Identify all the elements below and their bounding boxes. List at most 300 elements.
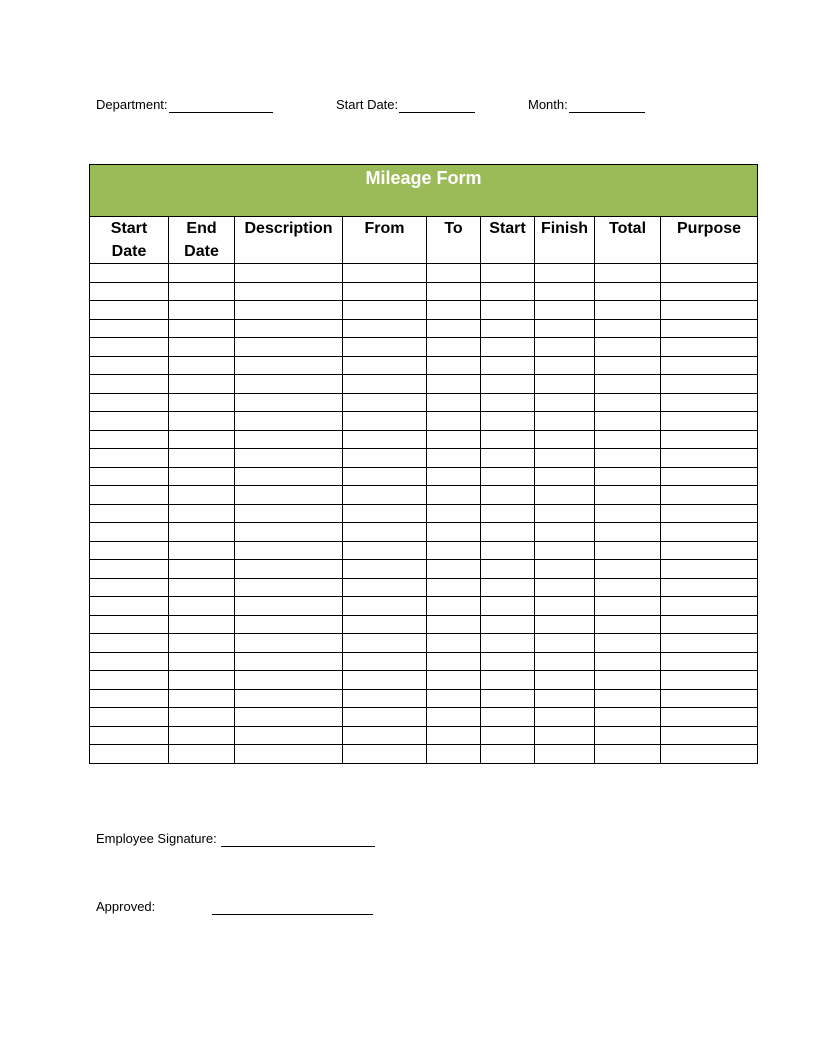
table-cell[interactable] xyxy=(169,486,235,505)
table-cell[interactable] xyxy=(235,615,343,634)
table-cell[interactable] xyxy=(343,319,427,338)
table-cell[interactable] xyxy=(90,541,169,560)
table-cell[interactable] xyxy=(427,541,481,560)
table-cell[interactable] xyxy=(661,541,758,560)
table-cell[interactable] xyxy=(235,264,343,283)
column-header-line: To xyxy=(444,220,463,237)
table-row xyxy=(90,486,758,505)
table-cell[interactable] xyxy=(595,264,661,283)
column-header-line: Total xyxy=(608,220,647,237)
table-cell[interactable] xyxy=(595,301,661,320)
table-cell[interactable] xyxy=(169,356,235,375)
table-cell[interactable] xyxy=(235,597,343,616)
table-row xyxy=(90,597,758,616)
table-cell[interactable] xyxy=(169,541,235,560)
table-cell[interactable] xyxy=(235,652,343,671)
table-cell[interactable] xyxy=(481,504,535,523)
table-row xyxy=(90,652,758,671)
table-cell[interactable] xyxy=(481,745,535,764)
department-label: Department: xyxy=(96,97,168,112)
table-cell[interactable] xyxy=(535,264,595,283)
table-cell[interactable] xyxy=(595,634,661,653)
table-cell[interactable] xyxy=(427,301,481,320)
table-cell[interactable] xyxy=(90,671,169,690)
table-cell[interactable] xyxy=(235,689,343,708)
approved-field xyxy=(96,899,373,915)
table-row xyxy=(90,356,758,375)
table-cell[interactable] xyxy=(535,375,595,394)
table-cell[interactable] xyxy=(595,504,661,523)
table-cell[interactable] xyxy=(169,726,235,745)
table-cell[interactable] xyxy=(535,282,595,301)
table-cell[interactable] xyxy=(595,689,661,708)
table-cell[interactable] xyxy=(343,356,427,375)
table-cell[interactable] xyxy=(595,467,661,486)
table-cell[interactable] xyxy=(661,634,758,653)
column-header-line: Start xyxy=(489,220,526,237)
table-cell[interactable] xyxy=(343,652,427,671)
table-cell[interactable] xyxy=(481,523,535,542)
table-cell[interactable] xyxy=(427,745,481,764)
table-cell[interactable] xyxy=(595,615,661,634)
table-cell[interactable] xyxy=(535,745,595,764)
column-header xyxy=(169,217,235,264)
table-cell[interactable] xyxy=(427,430,481,449)
table-cell[interactable] xyxy=(169,467,235,486)
table-row xyxy=(90,430,758,449)
table-row xyxy=(90,541,758,560)
column-header-line: Description xyxy=(244,220,333,237)
table-cell[interactable] xyxy=(661,430,758,449)
table-row xyxy=(90,689,758,708)
table-cell[interactable] xyxy=(427,467,481,486)
table-cell[interactable] xyxy=(481,708,535,727)
table-cell[interactable] xyxy=(343,282,427,301)
table-cell[interactable] xyxy=(343,726,427,745)
table-cell[interactable] xyxy=(235,671,343,690)
table-cell[interactable] xyxy=(343,412,427,431)
table-cell[interactable] xyxy=(661,412,758,431)
table-cell[interactable] xyxy=(661,523,758,542)
table-cell[interactable] xyxy=(90,449,169,468)
table-cell[interactable] xyxy=(235,430,343,449)
table-cell[interactable] xyxy=(235,319,343,338)
table-cell[interactable] xyxy=(661,726,758,745)
table-row xyxy=(90,671,758,690)
table-cell[interactable] xyxy=(661,319,758,338)
table-row xyxy=(90,375,758,394)
table-cell[interactable] xyxy=(169,560,235,579)
table-cell[interactable] xyxy=(535,430,595,449)
column-header xyxy=(535,217,595,264)
table-cell[interactable] xyxy=(90,282,169,301)
column-header-line: Finish xyxy=(540,220,589,237)
table-cell[interactable] xyxy=(343,375,427,394)
table-cell[interactable] xyxy=(427,689,481,708)
table-cell[interactable] xyxy=(169,578,235,597)
table-cell[interactable] xyxy=(661,560,758,579)
table-cell[interactable] xyxy=(90,745,169,764)
month-label: Month: xyxy=(528,97,568,112)
table-row xyxy=(90,319,758,338)
table-cell[interactable] xyxy=(595,319,661,338)
column-header-line: Date xyxy=(184,243,219,260)
table-cell[interactable] xyxy=(595,745,661,764)
table-cell[interactable] xyxy=(169,689,235,708)
table-cell[interactable] xyxy=(427,449,481,468)
table-cell[interactable] xyxy=(427,486,481,505)
table-cell[interactable] xyxy=(427,412,481,431)
table-cell[interactable] xyxy=(481,393,535,412)
table-cell[interactable] xyxy=(169,504,235,523)
table-cell[interactable] xyxy=(235,486,343,505)
table-cell[interactable] xyxy=(90,708,169,727)
table-cell[interactable] xyxy=(427,393,481,412)
table-cell[interactable] xyxy=(343,467,427,486)
start-date-label: Start Date: xyxy=(336,97,399,112)
table-cell[interactable] xyxy=(481,652,535,671)
table-cell[interactable] xyxy=(343,541,427,560)
table-row xyxy=(90,504,758,523)
table-cell[interactable] xyxy=(595,523,661,542)
signature-blank-line[interactable] xyxy=(221,834,375,847)
table-cell[interactable] xyxy=(535,523,595,542)
table-cell[interactable] xyxy=(90,338,169,357)
table-cell[interactable] xyxy=(481,560,535,579)
table-cell[interactable] xyxy=(235,301,343,320)
table-cell[interactable] xyxy=(661,597,758,616)
table-cell[interactable] xyxy=(481,467,535,486)
table-cell[interactable] xyxy=(661,745,758,764)
table-row xyxy=(90,560,758,579)
table-cell[interactable] xyxy=(169,449,235,468)
table-cell[interactable] xyxy=(595,393,661,412)
table-cell[interactable] xyxy=(535,578,595,597)
table-cell[interactable] xyxy=(90,615,169,634)
table-cell[interactable] xyxy=(595,430,661,449)
table-cell[interactable] xyxy=(343,338,427,357)
table-cell[interactable] xyxy=(535,671,595,690)
table-cell[interactable] xyxy=(343,393,427,412)
month-blank-line[interactable] xyxy=(569,100,645,113)
table-cell[interactable] xyxy=(661,467,758,486)
table-cell[interactable] xyxy=(661,486,758,505)
table-cell[interactable] xyxy=(169,615,235,634)
table-cell[interactable] xyxy=(343,486,427,505)
table-cell[interactable] xyxy=(235,541,343,560)
approved-blank-line[interactable] xyxy=(212,902,373,915)
table-cell[interactable] xyxy=(535,356,595,375)
table-cell[interactable] xyxy=(427,560,481,579)
column-header xyxy=(235,217,343,264)
table-cell[interactable] xyxy=(343,449,427,468)
table-cell[interactable] xyxy=(427,264,481,283)
table-cell[interactable] xyxy=(595,449,661,468)
start-date-field xyxy=(336,97,475,113)
table-cell[interactable] xyxy=(481,375,535,394)
column-header-line: Date xyxy=(111,243,147,260)
table-cell[interactable] xyxy=(481,356,535,375)
table-cell[interactable] xyxy=(90,597,169,616)
table-cell[interactable] xyxy=(481,578,535,597)
table-cell[interactable] xyxy=(235,449,343,468)
table-cell[interactable] xyxy=(535,541,595,560)
table-cell[interactable] xyxy=(535,301,595,320)
table-cell[interactable] xyxy=(343,301,427,320)
table-cell[interactable] xyxy=(343,523,427,542)
table-cell[interactable] xyxy=(90,523,169,542)
column-header xyxy=(595,217,661,264)
table-cell[interactable] xyxy=(90,301,169,320)
table-cell[interactable] xyxy=(661,301,758,320)
table-cell[interactable] xyxy=(90,264,169,283)
table-cell[interactable] xyxy=(169,301,235,320)
table-cell[interactable] xyxy=(595,412,661,431)
table-cell[interactable] xyxy=(535,634,595,653)
table-cell[interactable] xyxy=(481,449,535,468)
table-cell[interactable] xyxy=(535,689,595,708)
table-cell[interactable] xyxy=(535,393,595,412)
table-cell[interactable] xyxy=(481,282,535,301)
table-cell[interactable] xyxy=(169,597,235,616)
table-cell[interactable] xyxy=(235,745,343,764)
table-cell[interactable] xyxy=(535,560,595,579)
table-cell[interactable] xyxy=(90,467,169,486)
table-cell[interactable] xyxy=(535,615,595,634)
table-cell[interactable] xyxy=(427,319,481,338)
table-cell[interactable] xyxy=(90,726,169,745)
employee-signature-field xyxy=(96,831,375,847)
table-cell[interactable] xyxy=(661,356,758,375)
table-row xyxy=(90,726,758,745)
table-cell[interactable] xyxy=(481,338,535,357)
table-cell[interactable] xyxy=(427,671,481,690)
table-cell[interactable] xyxy=(235,356,343,375)
table-cell[interactable] xyxy=(427,282,481,301)
table-cell[interactable] xyxy=(595,652,661,671)
table-cell[interactable] xyxy=(535,338,595,357)
table-cell[interactable] xyxy=(169,652,235,671)
table-cell[interactable] xyxy=(235,338,343,357)
table-cell[interactable] xyxy=(535,449,595,468)
table-row xyxy=(90,393,758,412)
table-cell[interactable] xyxy=(169,319,235,338)
column-header-line: From xyxy=(364,220,405,237)
column-header-line: End xyxy=(186,220,217,237)
table-cell[interactable] xyxy=(235,375,343,394)
table-cell[interactable] xyxy=(235,708,343,727)
table-cell[interactable] xyxy=(661,375,758,394)
table-cell[interactable] xyxy=(595,356,661,375)
table-row xyxy=(90,264,758,283)
table-cell[interactable] xyxy=(481,430,535,449)
column-header-row xyxy=(90,217,758,264)
table-cell[interactable] xyxy=(595,338,661,357)
table-row xyxy=(90,338,758,357)
table-cell[interactable] xyxy=(90,393,169,412)
table-row xyxy=(90,578,758,597)
table-cell[interactable] xyxy=(235,504,343,523)
table-cell[interactable] xyxy=(343,264,427,283)
table-cell[interactable] xyxy=(595,560,661,579)
table-cell[interactable] xyxy=(427,523,481,542)
table-cell[interactable] xyxy=(481,541,535,560)
table-cell[interactable] xyxy=(535,652,595,671)
table-cell[interactable] xyxy=(535,504,595,523)
table-cell[interactable] xyxy=(661,338,758,357)
table-row xyxy=(90,523,758,542)
table-cell[interactable] xyxy=(661,689,758,708)
table-cell[interactable] xyxy=(169,282,235,301)
table-cell[interactable] xyxy=(481,689,535,708)
table-cell[interactable] xyxy=(535,708,595,727)
table-cell[interactable] xyxy=(535,412,595,431)
table-cell[interactable] xyxy=(595,375,661,394)
table-cell[interactable] xyxy=(90,634,169,653)
table-cell[interactable] xyxy=(661,264,758,283)
table-cell[interactable] xyxy=(343,430,427,449)
table-cell[interactable] xyxy=(169,338,235,357)
table-cell[interactable] xyxy=(169,430,235,449)
table-cell[interactable] xyxy=(535,486,595,505)
table-cell[interactable] xyxy=(481,319,535,338)
table-cell[interactable] xyxy=(481,634,535,653)
table-cell[interactable] xyxy=(235,726,343,745)
table-cell[interactable] xyxy=(661,615,758,634)
table-cell[interactable] xyxy=(427,375,481,394)
table-cell[interactable] xyxy=(235,560,343,579)
table-cell[interactable] xyxy=(427,356,481,375)
table-cell[interactable] xyxy=(343,615,427,634)
table-cell[interactable] xyxy=(343,560,427,579)
table-cell[interactable] xyxy=(427,597,481,616)
table-cell[interactable] xyxy=(169,634,235,653)
table-cell[interactable] xyxy=(343,745,427,764)
table-cell[interactable] xyxy=(169,264,235,283)
table-cell[interactable] xyxy=(343,689,427,708)
table-cell[interactable] xyxy=(427,726,481,745)
table-cell[interactable] xyxy=(661,449,758,468)
mileage-table xyxy=(89,164,758,764)
table-cell[interactable] xyxy=(481,264,535,283)
table-cell[interactable] xyxy=(90,412,169,431)
table-row xyxy=(90,301,758,320)
table-cell[interactable] xyxy=(427,504,481,523)
table-cell[interactable] xyxy=(343,708,427,727)
table-cell[interactable] xyxy=(481,671,535,690)
table-cell[interactable] xyxy=(169,412,235,431)
table-cell[interactable] xyxy=(661,708,758,727)
table-cell[interactable] xyxy=(90,504,169,523)
approved-label: Approved: xyxy=(96,899,156,914)
table-row xyxy=(90,745,758,764)
table-body xyxy=(90,264,758,764)
table-cell[interactable] xyxy=(661,652,758,671)
table-cell[interactable] xyxy=(90,375,169,394)
table-cell[interactable] xyxy=(235,578,343,597)
start-date-blank-line[interactable] xyxy=(399,100,475,113)
table-cell[interactable] xyxy=(169,745,235,764)
table-cell[interactable] xyxy=(595,726,661,745)
table-cell[interactable] xyxy=(481,412,535,431)
table-cell[interactable] xyxy=(595,541,661,560)
table-cell[interactable] xyxy=(343,578,427,597)
table-cell[interactable] xyxy=(481,615,535,634)
table-cell[interactable] xyxy=(595,708,661,727)
table-cell[interactable] xyxy=(595,671,661,690)
table-cell[interactable] xyxy=(427,338,481,357)
table-cell[interactable] xyxy=(535,467,595,486)
table-cell[interactable] xyxy=(343,504,427,523)
table-cell[interactable] xyxy=(427,708,481,727)
table-cell[interactable] xyxy=(427,578,481,597)
table-cell[interactable] xyxy=(90,578,169,597)
table-cell[interactable] xyxy=(235,523,343,542)
table-cell[interactable] xyxy=(235,282,343,301)
column-header xyxy=(427,217,481,264)
table-cell[interactable] xyxy=(661,393,758,412)
table-cell[interactable] xyxy=(169,708,235,727)
table-cell[interactable] xyxy=(169,375,235,394)
table-cell[interactable] xyxy=(481,597,535,616)
table-cell[interactable] xyxy=(481,301,535,320)
table-cell[interactable] xyxy=(595,597,661,616)
table-cell[interactable] xyxy=(427,652,481,671)
department-blank-line[interactable] xyxy=(169,100,273,113)
table-cell[interactable] xyxy=(595,486,661,505)
table-cell[interactable] xyxy=(169,393,235,412)
table-cell[interactable] xyxy=(481,486,535,505)
table-cell[interactable] xyxy=(595,282,661,301)
table-cell[interactable] xyxy=(343,671,427,690)
table-cell[interactable] xyxy=(235,412,343,431)
table-cell[interactable] xyxy=(169,523,235,542)
table-cell[interactable] xyxy=(535,597,595,616)
table-cell[interactable] xyxy=(90,356,169,375)
table-cell[interactable] xyxy=(343,634,427,653)
table-cell[interactable] xyxy=(661,504,758,523)
table-cell[interactable] xyxy=(481,726,535,745)
table-cell[interactable] xyxy=(661,282,758,301)
table-cell[interactable] xyxy=(595,578,661,597)
table-row xyxy=(90,708,758,727)
table-cell[interactable] xyxy=(90,652,169,671)
table-cell[interactable] xyxy=(235,634,343,653)
table-cell[interactable] xyxy=(90,430,169,449)
table-row xyxy=(90,615,758,634)
table-cell[interactable] xyxy=(535,319,595,338)
table-cell[interactable] xyxy=(427,615,481,634)
column-header xyxy=(343,217,427,264)
table-cell[interactable] xyxy=(343,597,427,616)
table-cell[interactable] xyxy=(90,486,169,505)
column-header xyxy=(90,217,169,264)
table-cell[interactable] xyxy=(661,578,758,597)
table-row xyxy=(90,282,758,301)
table-cell[interactable] xyxy=(90,560,169,579)
table-cell[interactable] xyxy=(535,726,595,745)
table-row xyxy=(90,634,758,653)
department-field xyxy=(96,97,273,113)
table-cell[interactable] xyxy=(235,467,343,486)
table-cell[interactable] xyxy=(427,634,481,653)
table-cell[interactable] xyxy=(661,671,758,690)
table-cell[interactable] xyxy=(235,393,343,412)
table-cell[interactable] xyxy=(169,671,235,690)
table-row xyxy=(90,449,758,468)
table-cell[interactable] xyxy=(90,319,169,338)
table-cell[interactable] xyxy=(90,689,169,708)
